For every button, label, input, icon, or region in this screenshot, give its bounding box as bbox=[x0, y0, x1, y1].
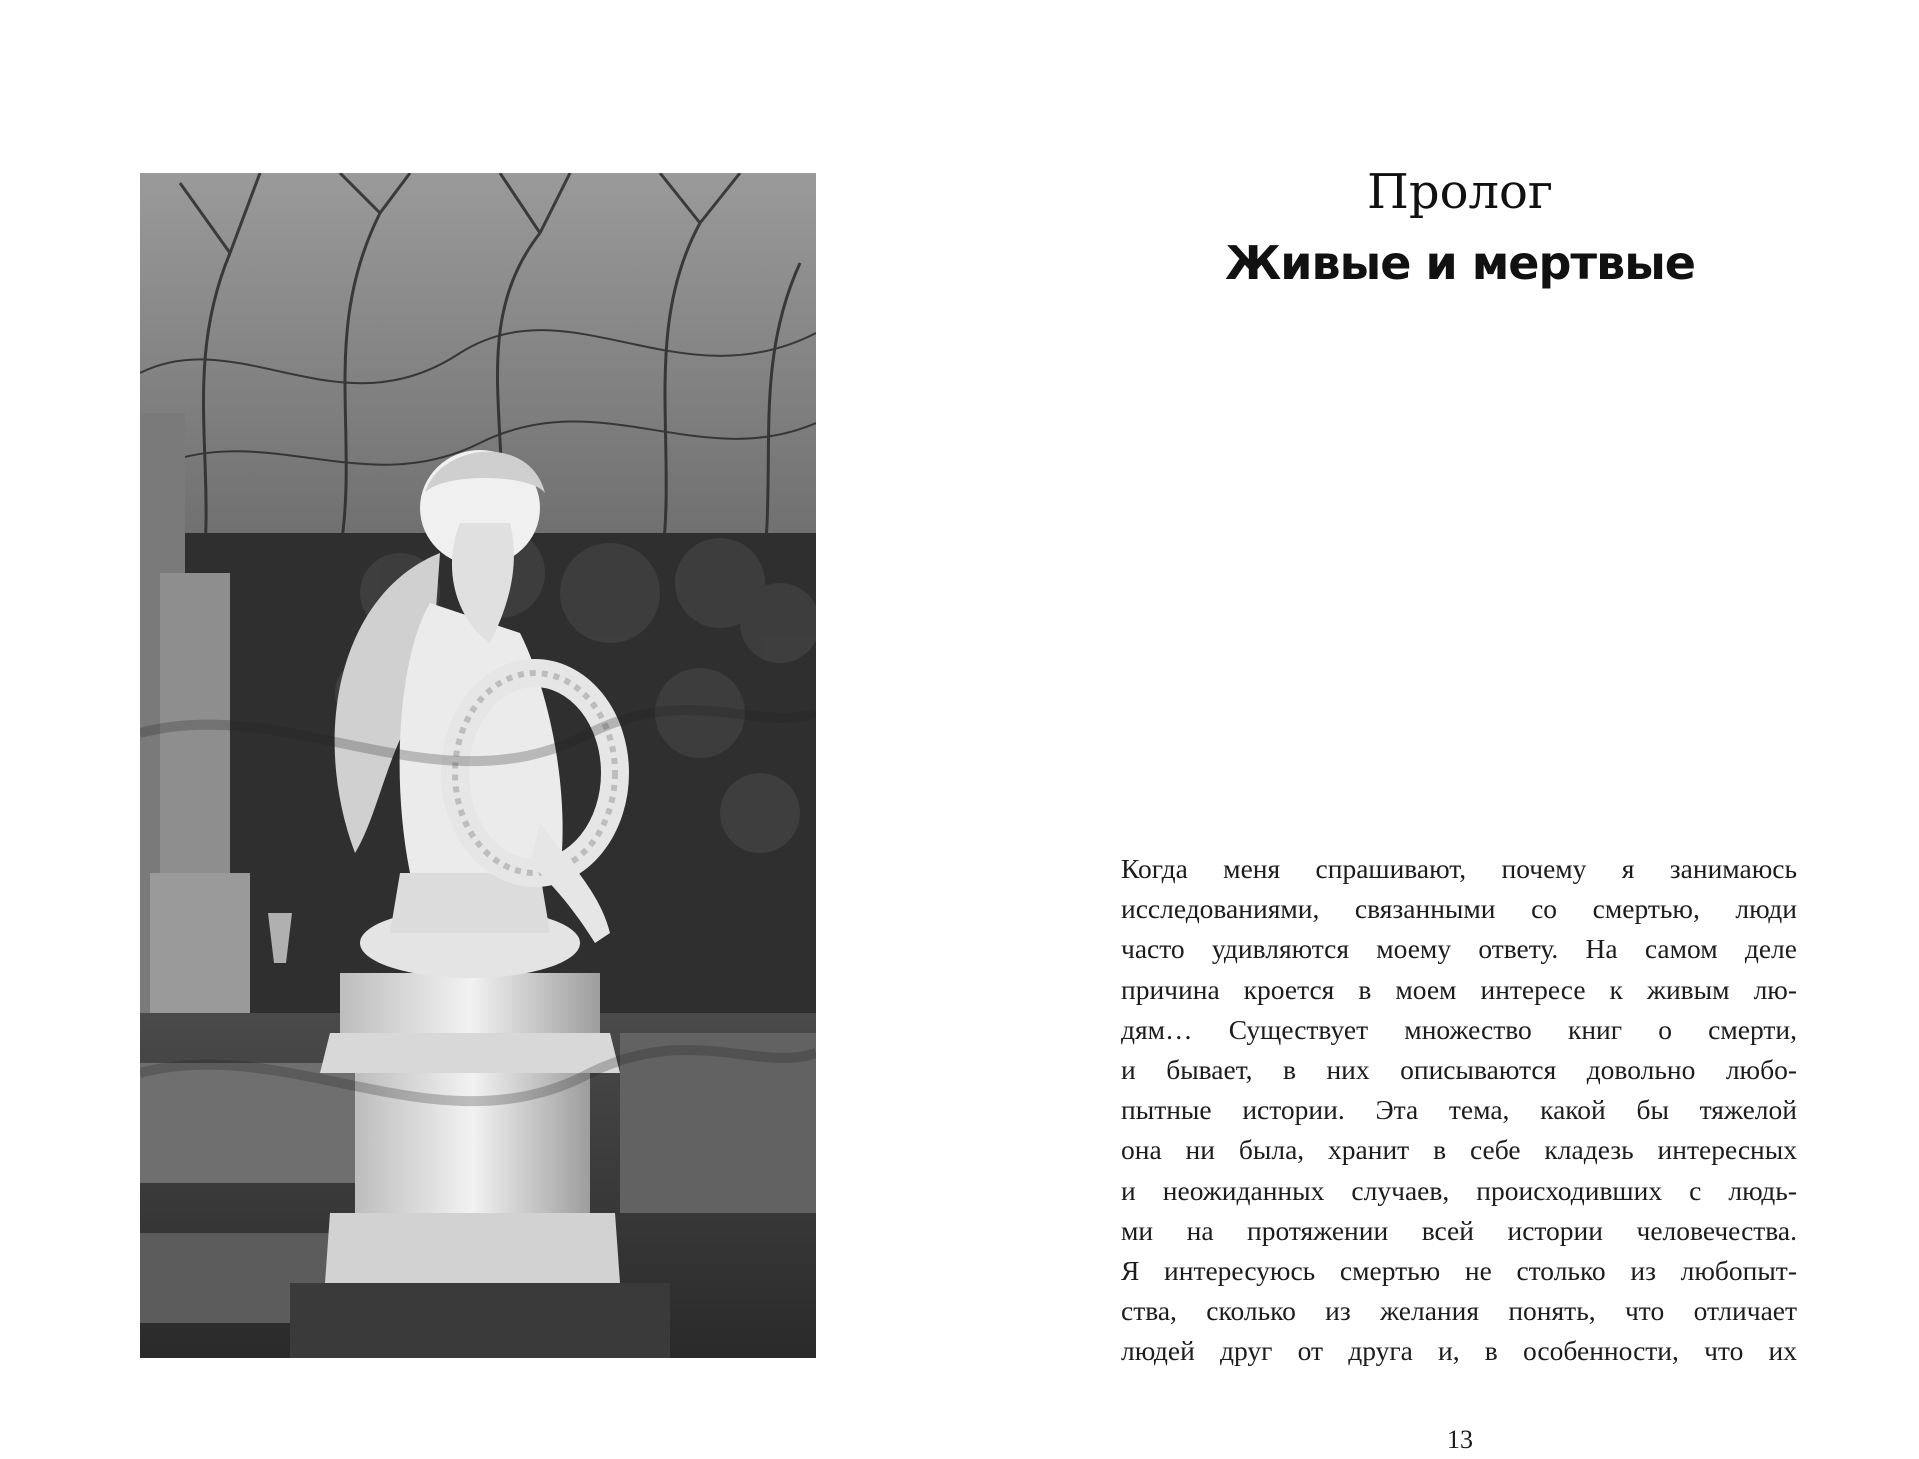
cemetery-angel-photo bbox=[140, 173, 816, 1358]
angel-statue-icon bbox=[140, 173, 816, 1358]
chapter-title: Живые и мертвые bbox=[1225, 236, 1695, 290]
text-line: ми на протяжении всей истории человечества. bbox=[1121, 1214, 1797, 1246]
text-line: Я интересуюсь смертью не столько из любопыт- bbox=[1121, 1254, 1797, 1286]
text-line: часто удивляются моему ответу. На самом деле bbox=[1121, 933, 1797, 965]
text-line: пытные истории. Эта тема, какой бы тяжелой bbox=[1121, 1094, 1797, 1126]
text-line: людей друг от друга и, в особенности, что их bbox=[1121, 1335, 1797, 1367]
text-line: и бывает, в них описываются довольно любо- bbox=[1121, 1053, 1797, 1085]
text-line: ства, сколько из желания понять, что отличает bbox=[1121, 1295, 1797, 1327]
text-line: Когда меня спрашивают, почему я занимаюсь bbox=[1121, 853, 1797, 884]
text-line: и неожиданных случаев, происходивших с людь- bbox=[1121, 1174, 1797, 1206]
page-number: 13 bbox=[1447, 1425, 1473, 1454]
text-line: дям… Существует множество книг о смерти, bbox=[1121, 1013, 1797, 1045]
text-line: она ни была, хранит в себе кладезь интересных bbox=[1121, 1134, 1797, 1166]
text-line: исследованиями, связанными со смертью, люди bbox=[1121, 893, 1797, 925]
body-paragraph bbox=[1121, 849, 1797, 1371]
chapter-label: Пролог bbox=[1366, 164, 1554, 220]
text-line: причина кроется в моем интересе к живым лю- bbox=[1121, 973, 1797, 1005]
